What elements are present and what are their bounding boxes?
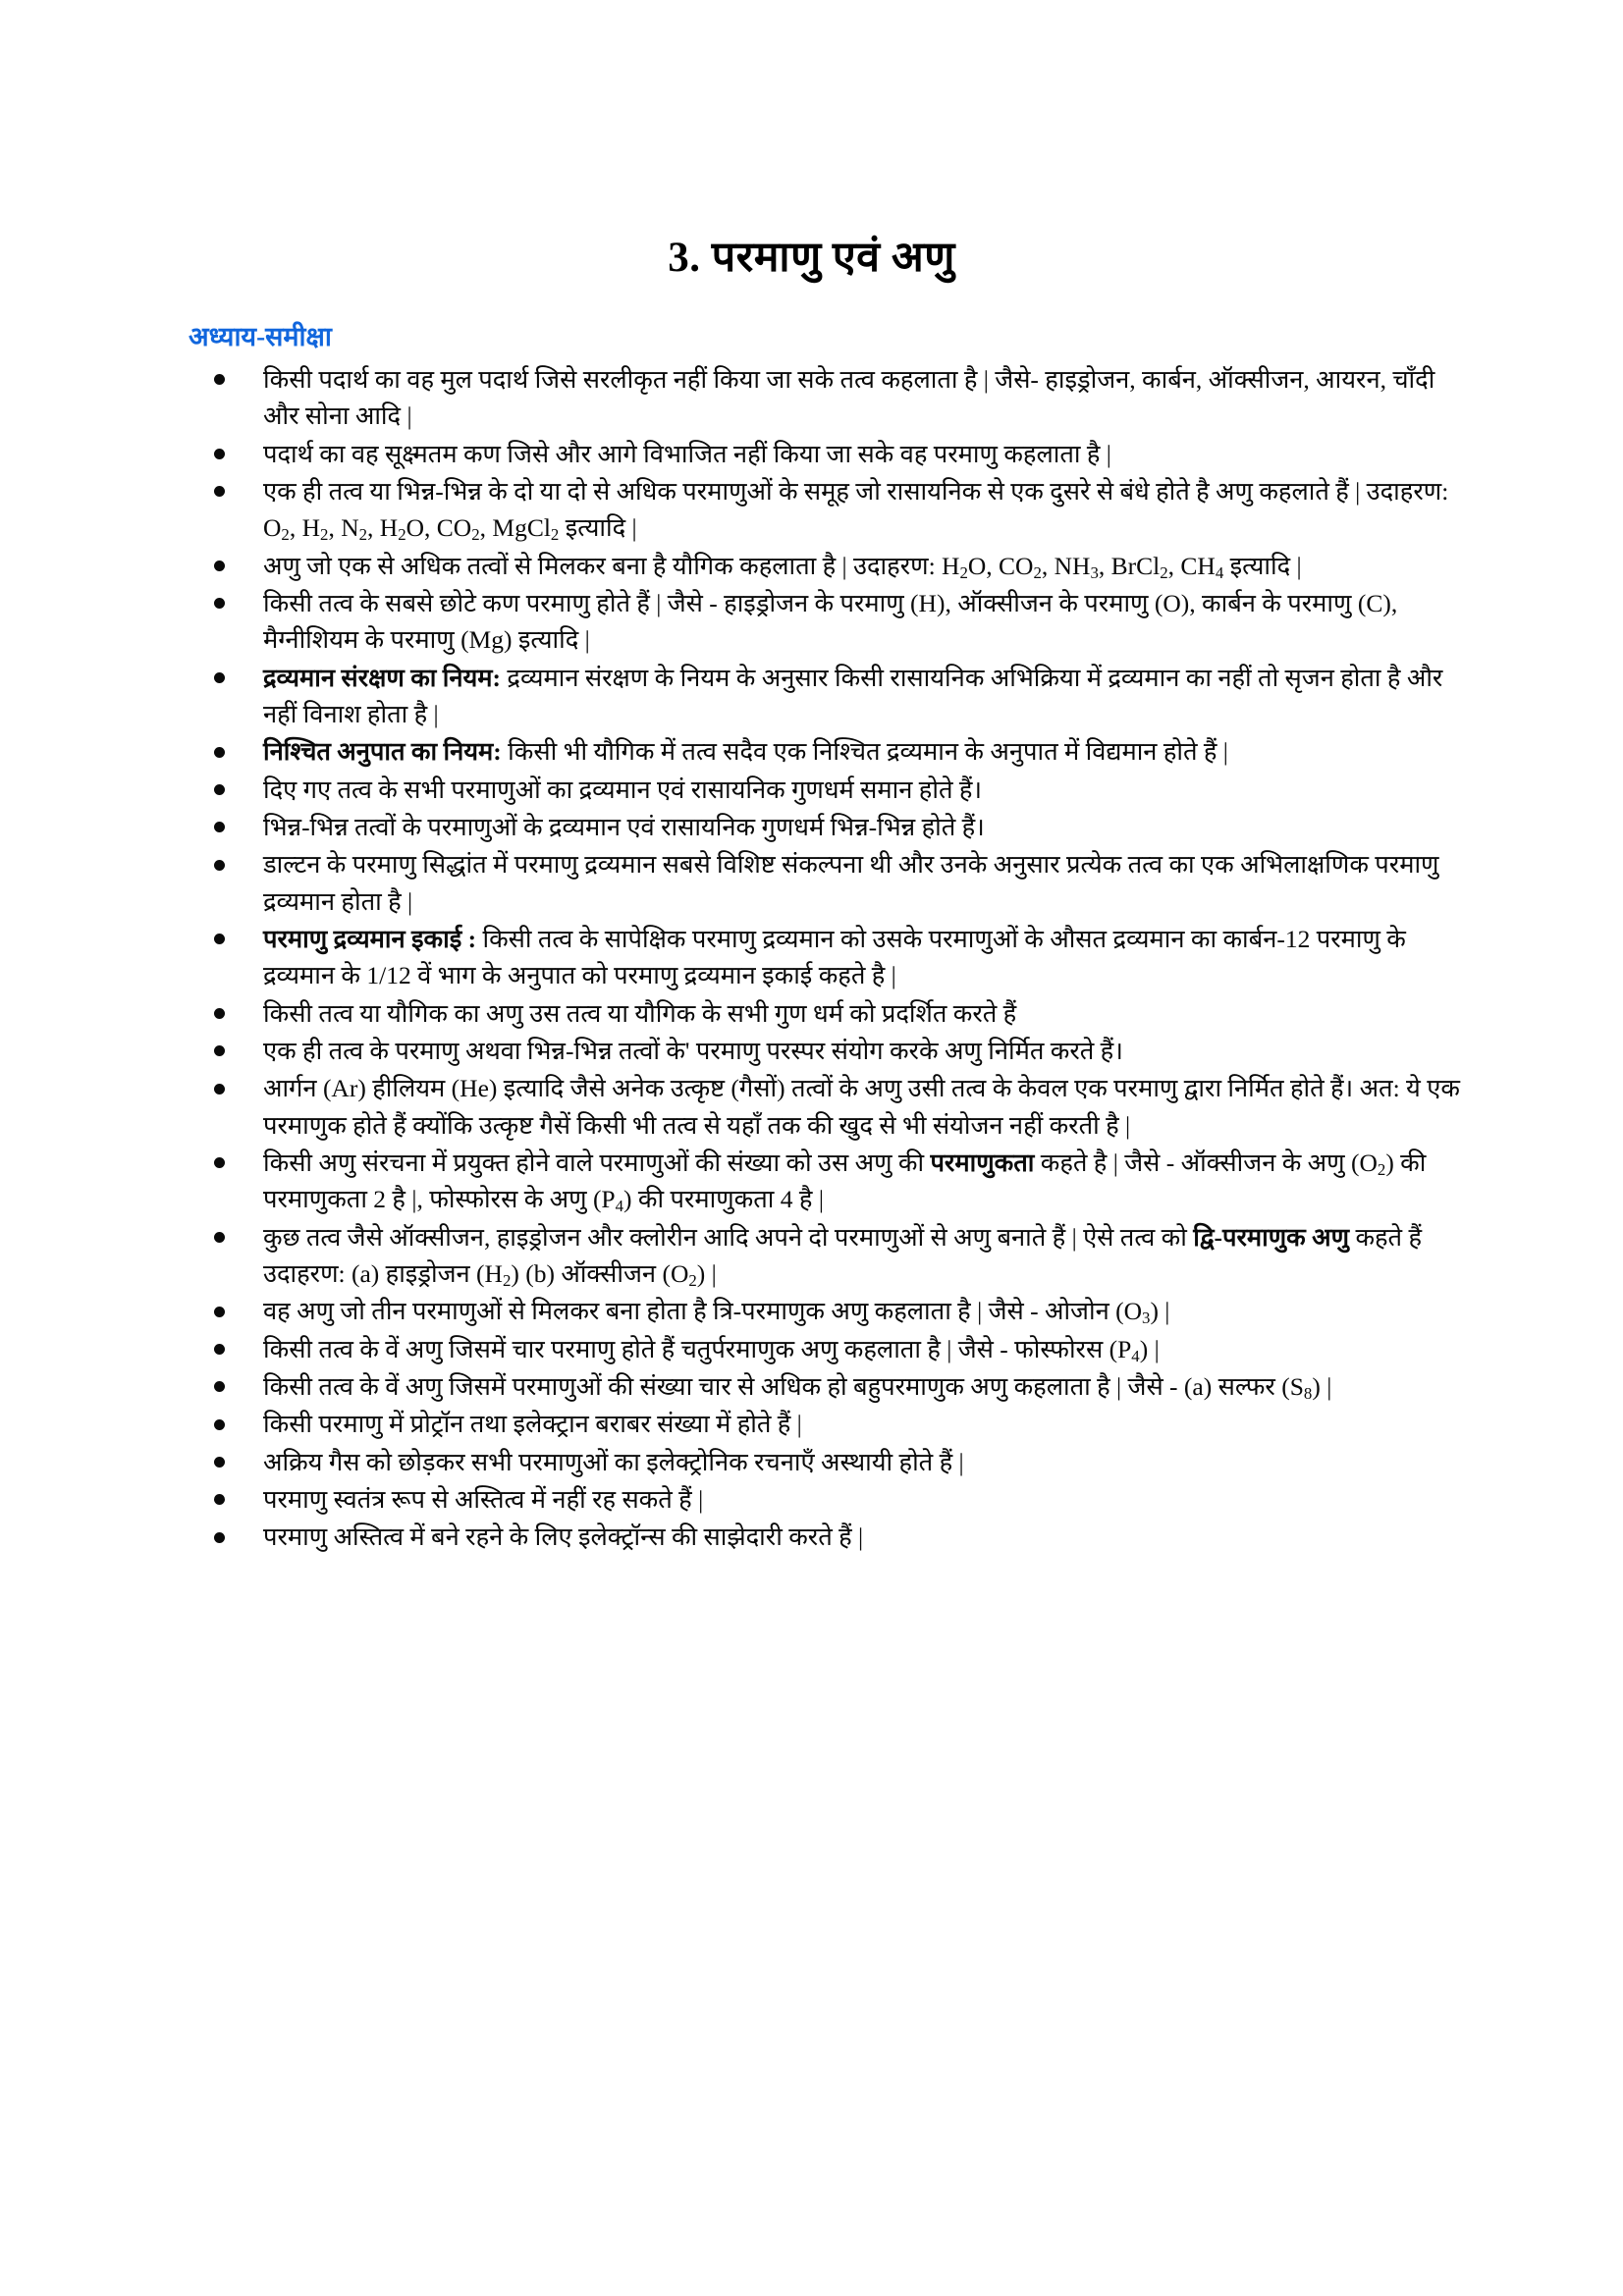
list-item-text: आर्गन (Ar) हीलियम (He) इत्यादि जैसे अनेक उत्कृष्ट (गैसों) तत्वों के अणु उसी तत्व के केवल एक परमाणु द्वारा निर्मित होते हैं। अत: ये एक परमाणुक होते हैं क्योंकि उत्कृष्ट गैसें किसी भी तत्व से यहाँ तक की खुद से भी संयोजन नहीं करती है | [263,1074,1460,1140]
list-item [206,921,1466,994]
bullet-dot-icon [214,1494,225,1505]
list-item-text: एक ही तत्व या भिन्न-भिन्न के दो या दो से अधिक परमाणुओं के समूह जो रासायनिक से एक दुसरे से बंधे होते है अणु कहलाते हैं | उदाहरण: $O_2$, $H_2$, $N_2$, $H_2O$, $CO_2$, MgCl$_2$ इत्यादि | [263,476,1449,545]
list-item-text: एक ही तत्व के परमाणु अथवा भिन्न-भिन्न तत्वों के' परमाणु परस्पर संयोग करके अणु निर्मित करते हैं। [263,1037,1123,1066]
bullet-dot-icon [214,1419,225,1430]
bullet-dot-icon [214,1381,225,1392]
list-item-text: अणु जो एक से अधिक तत्वों से मिलकर बना है यौगिक कहलाता है | उदाहरण: $H_2O$, $CO_2$, $NH_3$, BrCl$_2$, $CH_4$ इत्यादि | [263,551,1302,582]
list-item-text: अक्रिय गैस को छोड़कर सभी परमाणुओं का इलेक्ट्रोनिक रचनाएँ अस्थायी होते हैं | [263,1447,964,1476]
bullet-dot-icon [214,1307,225,1317]
list-item [206,585,1466,659]
list-item-text: दिए गए तत्व के सभी परमाणुओं का द्रव्यमान एवं रासायनिक गुणधर्म समान होते हैं। [263,774,983,804]
section-heading-chapter-review: अध्याय-समीक्षा [189,322,332,352]
bullet-dot-icon [214,598,225,609]
bullet-dot-icon [214,747,225,758]
bullet-dot-icon [214,1157,225,1168]
list-item [206,1145,1466,1218]
list-item-text: परमाणु स्वतंत्र रूप से अस्तित्व में नहीं रह सकते हैं | [263,1485,704,1515]
list-item-text: किसी तत्व या यौगिक का अणु उस तत्व या यौगिक के सभी गुण धर्म को प्रदर्शित करते हैं [263,998,1017,1028]
list-item [206,1368,1466,1405]
list-item [206,1519,1466,1555]
bullet-dot-icon [214,934,225,944]
bullet-dot-icon [214,1232,225,1243]
list-item [206,548,1466,584]
bullet-dot-icon [214,822,225,832]
bullet-dot-icon [214,784,225,795]
list-item-text: पदार्थ का वह सूक्ष्मतम कण जिसे और आगे विभाजित नहीं किया जा सके वह परमाणु कहलाता है | [263,439,1111,468]
list-item-text: किसी तत्व के वें अणु जिसमें चार परमाणु होते हैं चतुर्परमाणुक अणु कहलाता है | जैसे - फोस्फोरस $(P_4)$ | [263,1334,1160,1365]
list-item [206,1331,1466,1367]
list-item [206,995,1466,1032]
list-item [206,1293,1466,1329]
list-item-text: किसी अणु संरचना में प्रयुक्त होने वाले परमाणुओं की संख्या को उस अणु की परमाणुकता कहते है | जैसे - ऑक्सीजन के अणु $(O_2)$ की परमाणुकता 2 है |, फोस्फोरस के अणु $(P_4)$ की परमाणुकता 4 है | [263,1148,1427,1216]
bullet-dot-icon [214,1344,225,1355]
bullet-dot-icon [214,374,225,385]
list-item [206,660,1466,733]
list-item [206,473,1466,547]
list-item [206,1406,1466,1442]
list-item [206,846,1466,920]
list-item-text: निश्चित अनुपात का नियम: किसी भी यौगिक में तत्व सदैव एक निश्चित द्रव्यमान के अनुपात में विद्यमान होते हैं | [263,737,1228,767]
bullet-dot-icon [214,1008,225,1019]
list-item [206,1481,1466,1518]
list-item-text: किसी तत्व के सबसे छोटे कण परमाणु होते हैं | जैसे - हाइड्रोजन के परमाणु (H), ऑक्सीजन के परमाणु (O), कार्बन के परमाणु (C), मैग्नीशियम के परमाणु (Mg) इत्यादि | [263,588,1398,655]
bullet-dot-icon [214,860,225,871]
page-title: 3. परमाणु एवं अणु [668,235,955,281]
list-item-text: भिन्न-भिन्न तत्वों के परमाणुओं के द्रव्यमान एवं रासायनिक गुणधर्म भिन्न-भिन्न होते हैं। [263,812,985,841]
chapter-review-list [0,353,1623,1556]
bullet-dot-icon [214,1045,225,1056]
list-item [206,733,1466,770]
bullet-dot-icon [214,561,225,571]
list-item-text: किसी तत्व के वें अणु जिसमें परमाणुओं की संख्या चार से अधिक हो बहुपरमाणुक अणु कहलाता है | जैसे - (a) सल्फर $(S_8)$ | [263,1372,1332,1404]
list-item-text: परमाणु अस्तित्व में बने रहने के लिए इलेक्ट्रॉन्स की साझेदारी करते हैं | [263,1522,864,1552]
list-item-text: परमाणु द्रव्यमान इकाई : किसी तत्व के सापेक्षिक परमाणु द्रव्यमान को उसके परमाणुओं के औसत द्रव्यमान का कार्बन-12 परमाणु के द्रव्यमान के 1/12 वें भाग के अनुपात को परमाणु द्रव्यमान इकाई कहते है | [263,924,1406,990]
list-item-text: द्रव्यमान संरक्षण का नियम: द्रव्यमान संरक्षण के नियम के अनुसार किसी रासायनिक अभिक्रिया में द्रव्यमान का नहीं तो सृजन होता है और नहीं विनाश होता है | [263,663,1443,728]
bullet-dot-icon [214,1084,225,1095]
bullet-dot-icon [214,486,225,497]
list-item [206,436,1466,472]
bullet-dot-icon [214,672,225,683]
list-item-text: कुछ तत्व जैसे ऑक्सीजन, हाइड्रोजन और क्लोरीन आदि अपने दो परमाणुओं से अणु बनाते हैं | ऐसे तत्व को द्वि-परमाणुक अणु कहते हैं उदाहरण: (a) हाइड्रोजन $(H_2)$ (b) ऑक्सीजन $(O_2)$ | [263,1222,1423,1291]
list-item-text: किसी पदार्थ का वह मुल पदार्थ जिसे सरलीकृत नहीं किया जा सके तत्व कहलाता है | जैसे- हाइड्रोजन, कार्बन, ऑक्सीजन, आयरन, चाँदी और सोना आदि | [263,364,1435,431]
bullet-dot-icon [214,1532,225,1543]
list-item [206,1444,1466,1480]
bullet-dot-icon [214,449,225,459]
list-item-text: डाल्टन के परमाणु सिद्धांत में परमाणु द्रव्यमान सबसे विशिष्ट संकल्पना थी और उनके अनुसार प्रत्येक तत्व का एक अभिलाक्षणिक परमाणु द्रव्यमान होता है | [263,850,1439,916]
bullet-dot-icon [214,1457,225,1468]
list-item [206,1033,1466,1069]
list-item-text: किसी परमाणु में प्रोट्रॉन तथा इलेक्ट्रान बराबर संख्या में होते हैं | [263,1410,802,1439]
list-item [206,361,1466,435]
list-item-text: वह अणु जो तीन परमाणुओं से मिलकर बना होता है त्रि-परमाणुक अणु कहलाता है | जैसे - ओजोन $(O_3)$ | [263,1297,1170,1328]
list-item [206,1219,1466,1293]
list-item [206,772,1466,808]
list-item [206,809,1466,845]
list-item [206,1070,1466,1144]
